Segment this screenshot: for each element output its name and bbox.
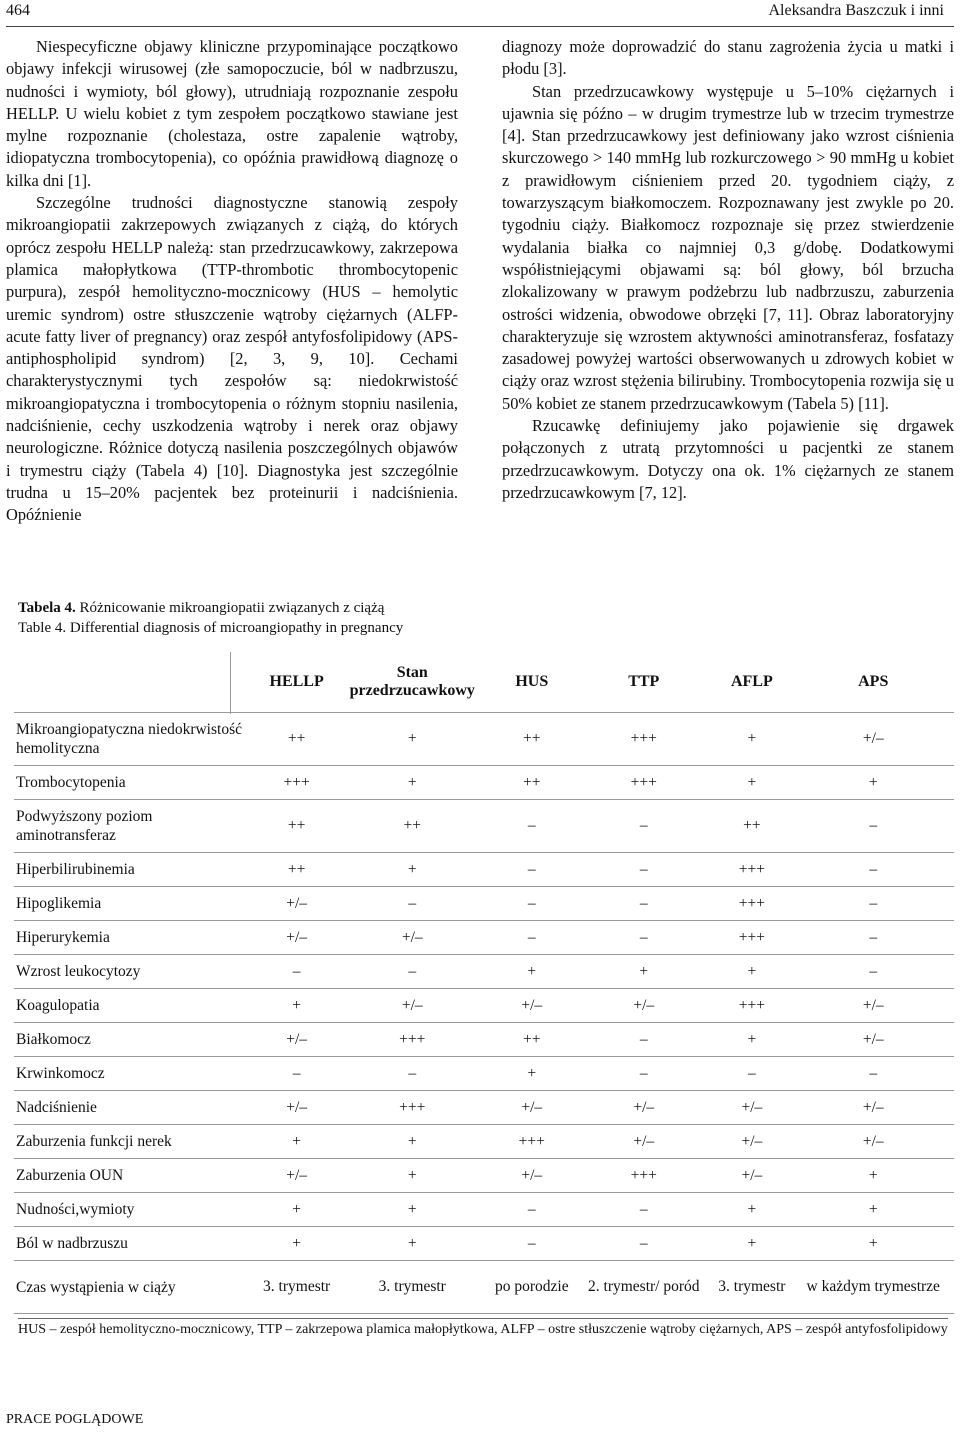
table-cell: –	[576, 1023, 711, 1057]
row-label: Krwinkomocz	[14, 1057, 256, 1091]
table-cell: +	[792, 1227, 954, 1261]
table-row	[14, 1261, 954, 1314]
empty-header-cell	[14, 652, 256, 713]
table-row	[14, 853, 954, 887]
table-header-row	[14, 652, 954, 713]
abbreviations-note: HUS – zespół hemolityczno-mocznicowy, TTP – zakrzepowa plamica małopłytkowa, ALFP – ostre stłuszczenie wątroby ciężarnych, APS – zespół antyfosfolipidowy	[18, 1318, 948, 1339]
table-cell: +/–	[487, 1159, 576, 1193]
table-row	[14, 800, 954, 853]
table-cell: +/–	[792, 1023, 954, 1057]
table-cell: +	[337, 1227, 487, 1261]
table-cell: –	[487, 887, 576, 921]
table-row	[14, 1227, 954, 1261]
table-cell: +/–	[576, 1125, 711, 1159]
row-label: Mikroangiopatyczna niedokrwistość hemolityczna	[14, 713, 256, 766]
table-row	[14, 1023, 954, 1057]
row-label: Wzrost leukocytozy	[14, 955, 256, 989]
running-header	[6, 0, 954, 27]
table-cell: +	[487, 955, 576, 989]
paragraph: Szczególne trudności diagnostyczne stanowią zespoły mikroangiopatii zakrzepowych związanych z ciążą, do których oprócz zespołu HELLP należą: stan przedrzucawkowy, zakrzepowa plamica małopłytkowa (TTP-thrombotic thrombocytopenic purpura), zespół hemolityczno-mocznicowy (HUS – hemolytic uremic syndrom) ostre stłuszczenie wątroby ciężarnych (ALFP- acute fatty liver of pregnancy) oraz zespół antyfosfolipidowy (APS-antiphospholipid syndrom) [2, 3, 9, 10]. Cechami charakterystycznymi tych zespołów są: niedokrwistość mikroangiopatyczna i trombocytopenia o różnym stopniu nasilenia, nadciśnienie, cechy uszkodzenia wątroby i nerek oraz objawy neurologiczne. Różnice dotyczą nasilenia poszczególnych objawów i trymestru ciąży (Tabela 4) [10]. Diagnostyka jest szczególnie trudna u 15–20% pacjentek bez proteinurii i nadciśnienia. Opóźnienie	[6, 193, 458, 525]
table-cell: +	[337, 853, 487, 887]
table-row	[14, 1159, 954, 1193]
row-label: Trombocytopenia	[14, 766, 256, 800]
table-cell: +	[711, 1023, 792, 1057]
table-cell: –	[487, 800, 576, 853]
table-cell: po porodzie	[487, 1261, 576, 1314]
table-cell: +++	[711, 921, 792, 955]
table-cell: –	[576, 1193, 711, 1227]
table-cell: +	[337, 1193, 487, 1227]
table-cell: +++	[337, 1091, 487, 1125]
column-header: HELLP	[256, 652, 337, 713]
table-cell: –	[576, 853, 711, 887]
row-label: Białkomocz	[14, 1023, 256, 1057]
row-label: Nudności,wymioty	[14, 1193, 256, 1227]
right-column	[502, 36, 954, 504]
row-label: Hiperbilirubinemia	[14, 853, 256, 887]
table-cell: +	[256, 1125, 337, 1159]
table-cell: +	[337, 713, 487, 766]
table-cell: +/–	[256, 887, 337, 921]
table-cell: +	[256, 1227, 337, 1261]
table-cell: +++	[576, 1159, 711, 1193]
row-label: Hipoglikemia	[14, 887, 256, 921]
table-row	[14, 955, 954, 989]
table-cell: +++	[711, 853, 792, 887]
table-row	[14, 713, 954, 766]
table-cell: +	[792, 1159, 954, 1193]
table-cell: ++	[487, 1023, 576, 1057]
table-cell: +	[487, 1057, 576, 1091]
table-cell: –	[792, 887, 954, 921]
table-row	[14, 989, 954, 1023]
table-cell: +/–	[337, 989, 487, 1023]
table-cell: ++	[487, 766, 576, 800]
table-cell: –	[792, 1057, 954, 1091]
table-cell: +	[711, 1193, 792, 1227]
table-cell: w każdym trymestrze	[792, 1261, 954, 1314]
column-header: HUS	[487, 652, 576, 713]
table-cell: +/–	[711, 1125, 792, 1159]
table-cell: +	[792, 1193, 954, 1227]
table-cell: ++	[256, 713, 337, 766]
table-cell: +++	[337, 1023, 487, 1057]
table-cell: 3. trymestr	[711, 1261, 792, 1314]
table-cell: –	[337, 887, 487, 921]
table-cell: +++	[576, 766, 711, 800]
table-cell: +	[337, 1159, 487, 1193]
table-cell: ++	[711, 800, 792, 853]
table-cell: +/–	[792, 713, 954, 766]
table-cell: ++	[337, 800, 487, 853]
table-cell: +	[337, 1125, 487, 1159]
table-cell: 3. trymestr	[256, 1261, 337, 1314]
table-cell: –	[487, 1227, 576, 1261]
table-cell: –	[487, 921, 576, 955]
table-cell: –	[337, 1057, 487, 1091]
table-cell: +/–	[337, 921, 487, 955]
table-cell: +/–	[256, 1159, 337, 1193]
table-cell: +/–	[792, 1091, 954, 1125]
row-label: Zaburzenia OUN	[14, 1159, 256, 1193]
differential-table	[14, 652, 954, 1314]
table-cell: +	[711, 1227, 792, 1261]
table-cell: +	[576, 955, 711, 989]
table-row	[14, 766, 954, 800]
table-cell: –	[487, 853, 576, 887]
row-label: Ból w nadbrzuszu	[14, 1227, 256, 1261]
table-cell: +	[337, 766, 487, 800]
table-cell: –	[487, 1193, 576, 1227]
table-cell: –	[576, 921, 711, 955]
table-cell: +/–	[487, 989, 576, 1023]
table-cell: +++	[256, 766, 337, 800]
table-cell: –	[792, 921, 954, 955]
row-label: Koagulopatia	[14, 989, 256, 1023]
table-cell: +++	[487, 1125, 576, 1159]
table-cell: +/–	[256, 1091, 337, 1125]
table-cell: 2. trymestr/ poród	[576, 1261, 711, 1314]
table-cell: –	[576, 1057, 711, 1091]
row-label: Zaburzenia funkcji nerek	[14, 1125, 256, 1159]
table-cell: +/–	[256, 1023, 337, 1057]
table-row	[14, 921, 954, 955]
column-header: APS	[792, 652, 954, 713]
table-row	[14, 1057, 954, 1091]
table-cell: –	[792, 955, 954, 989]
paragraph: Rzucawkę definiujemy jako pojawienie się drgawek połączonych z utratą przytomności u pacjentki ze stanem przedrzucawkowym. Dotyczy ona ok. 1% ciężarnych ze stanem przedrzucawkowym [7, 12].	[502, 416, 954, 502]
table-cell: ++	[256, 853, 337, 887]
table-cell: +/–	[792, 1125, 954, 1159]
row-label: Czas wystąpienia w ciąży	[14, 1261, 256, 1314]
table-cell: +	[711, 766, 792, 800]
column-header: Stan przedrzucawkowy	[337, 652, 487, 713]
table-cell: +/–	[711, 1091, 792, 1125]
paragraph: diagnozy może doprowadzić do stanu zagrożenia życia u matki i płodu [3].	[502, 37, 954, 79]
column-header: AFLP	[711, 652, 792, 713]
table-cell: –	[792, 853, 954, 887]
table-row	[14, 887, 954, 921]
table-cell: –	[256, 955, 337, 989]
table-cell: 3. trymestr	[337, 1261, 487, 1314]
table-cell: +++	[711, 989, 792, 1023]
table-title-en: Table 4. Differential diagnosis of microangiopathy in pregnancy	[18, 620, 404, 636]
table-title-pl: Różnicowanie mikroangiopatii związanych z ciążą	[79, 600, 385, 616]
column-header: TTP	[576, 652, 711, 713]
table-cell: –	[792, 800, 954, 853]
table-cell: +	[256, 1193, 337, 1227]
table-row	[14, 1091, 954, 1125]
left-column	[6, 36, 458, 527]
table-caption	[18, 598, 403, 638]
table-cell: +++	[711, 887, 792, 921]
row-label: Podwyższony poziom aminotransferaz	[14, 800, 256, 853]
table-cell: +	[792, 766, 954, 800]
table-cell: +/–	[576, 1091, 711, 1125]
running-authors: Aleksandra Baszczuk i inni	[768, 2, 944, 19]
page-number: 464	[6, 2, 30, 19]
table-cell: +/–	[487, 1091, 576, 1125]
table-cell: –	[337, 955, 487, 989]
table-row	[14, 1125, 954, 1159]
table-cell: +/–	[576, 989, 711, 1023]
table-row	[14, 1193, 954, 1227]
table-cell: –	[576, 887, 711, 921]
table-cell: –	[576, 800, 711, 853]
paragraph: Niespecyficzne objawy kliniczne przypominające początkowo objawy infekcji wirusowej (złe samopoczucie, ból w nadbrzuszu, nudności i wymioty, ból głowy), utrudniają rozpoznanie zespołu HELLP. U wielu kobiet z tym zespołem początkowo stawiane jest mylne rozpoznanie (cholestaza, ostre zapalenie wątroby, idiopatyczna trombocytopenia), co opóźnia prawidłową diagnozę o kilka dni [1].	[6, 37, 458, 190]
table-cell: –	[576, 1227, 711, 1261]
table-cell: –	[711, 1057, 792, 1091]
table-cell: +++	[576, 713, 711, 766]
table-cell: ++	[256, 800, 337, 853]
row-label: Hiperurykemia	[14, 921, 256, 955]
table-cell: ++	[487, 713, 576, 766]
table-cell: +/–	[711, 1159, 792, 1193]
paragraph: Stan przedrzucawkowy występuje u 5–10% ciężarnych i ujawnia się późno – w drugim trymestrze lub w trzecim trymestrze [4]. Stan przedrzucawkowy jest definiowany jako wzrost ciśnienia skurczowego > 140 mmHg lub rozkurczowego > 90 mmHg u kobiet z prawidłowym ciśnieniem przed 20. tygodniem ciąży, z towarzyszącym białkomoczem. Rozpoznawany jest zwykle po 20. tygodniu ciąży. Białkomocz rozpoznaje się przez stwierdzenie wydalania białka co najmniej 0,3 g/dobę. Dodatkowymi współistniejącymi objawami są: ból głowy, ból brzucha zlokalizowany w prawym podżebrzu lub nadbrzuszu, zaburzenia ostrości widzenia, obwodowe obrzęki [7, 11]. Obraz laboratoryjny charakteryzuje się wzrostem aktywności aminotransferaz, fosfatazy zasadowej powyżej wartości obserwowanych u zdrowych kobiet w ciąży oraz wzrost stężenia bilirubiny. Trombocytopenia rozwija się u 50% kobiet ze stanem przedrzucawkowym (Tabela 5) [11].	[502, 81, 954, 413]
table-cell: –	[256, 1057, 337, 1091]
table-cell: +	[711, 713, 792, 766]
table-label: Tabela 4.	[18, 600, 76, 616]
table-cell: +	[256, 989, 337, 1023]
section-footer: PRACE POGLĄDOWE	[6, 1412, 144, 1427]
table-cell: +/–	[256, 921, 337, 955]
table-cell: +	[711, 955, 792, 989]
row-label: Nadciśnienie	[14, 1091, 256, 1125]
table-cell: +/–	[792, 989, 954, 1023]
